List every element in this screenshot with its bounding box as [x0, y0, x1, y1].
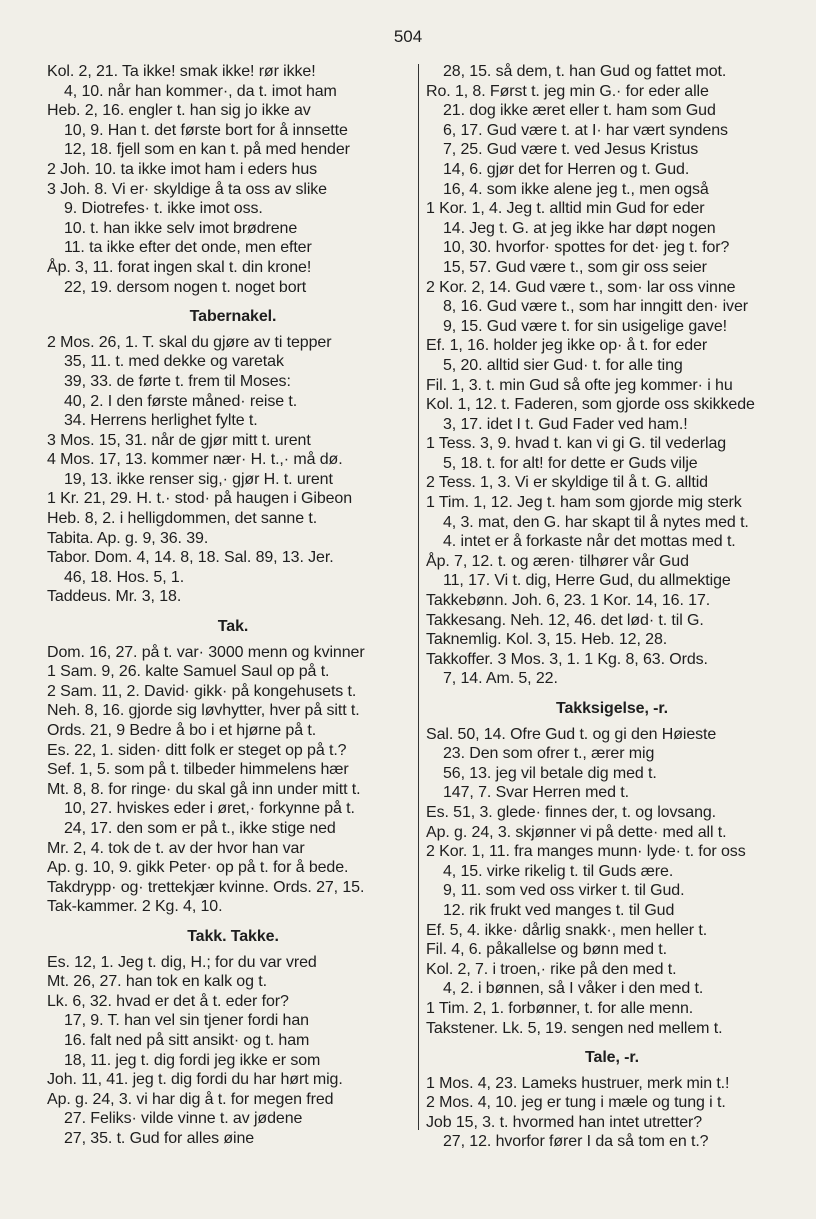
entry-line: 27, 12. hvorfor fører I da så tom en t.?	[443, 1133, 709, 1151]
entry-line: 7, 14. Am. 5, 22.	[443, 670, 558, 688]
entry-line: 16, 4. som ikke alene jeg t., men også	[443, 180, 709, 198]
entry-line: 2 Joh. 10. ta ikke imot ham i eders hus	[47, 160, 318, 178]
entry-line: Mt. 26, 27. han tok en kalk og t.	[47, 973, 267, 991]
entry-line: Tabita. Ap. g. 9, 36. 39.	[47, 529, 209, 547]
entry-line: 56, 13. jeg vil betale dig med t.	[443, 764, 657, 782]
page-number: 504	[393, 27, 423, 46]
entry-line: Takstener. Lk. 5, 19. sengen ned mellem t.	[426, 1019, 723, 1037]
entry-line: Job 15, 3. t. hvormed han intet utretter?	[426, 1113, 703, 1131]
entry-line: 3, 17. idet I t. Gud Fader ved ham.!	[443, 415, 688, 433]
entry-line: 27, 35. t. Gud for alles øine	[64, 1129, 255, 1147]
entry-line: 27. Feliks· vilde vinne t. av jødene	[64, 1110, 303, 1128]
entry-line: 12. rik frukt ved manges t. til Gud	[443, 901, 675, 919]
entry-line: 46, 18. Hos. 5, 1.	[64, 568, 185, 586]
entry-line: 10, 30. hvorfor· spottes for det· jeg t. for?	[443, 239, 730, 257]
entry-line: 2 Sam. 11, 2. David· gikk· på kongehusets t.	[47, 682, 357, 700]
entry-line: 2 Kor. 1, 11. fra manges munn· lyde· t. for oss	[426, 843, 746, 861]
entry-line: 40, 2. I den første måned· reise t.	[64, 392, 298, 410]
left-column	[47, 62, 419, 1148]
entry-line: 9. Diotrefes· t. ikke imot oss.	[64, 200, 263, 218]
entry-line: 19, 13. ikke renser sig,· gjør H. t. urent	[64, 470, 333, 488]
entry-line: 1 Tim. 1, 12. Jeg t. ham som gjorde mig sterk	[426, 494, 742, 512]
entry-line: Ap. g. 24, 3. skjønner vi på dette· med all t.	[426, 823, 727, 841]
entry-line: 1 Sam. 9, 26. kalte Samuel Saul op på t.	[47, 663, 330, 681]
entry-line: Taknemlig. Kol. 3, 15. Heb. 12, 28.	[426, 631, 668, 649]
entry-line: 4 Mos. 17, 13. kommer nær· H. t.,· må dø.	[47, 451, 343, 469]
entry-line: Takkesang. Neh. 12, 46. det lød· t. til G.	[426, 611, 704, 629]
entry-line: 3 Mos. 15, 31. når de gjør mitt t. urent	[47, 431, 311, 449]
entry-line: 4, 10. når han kommer·, da t. imot ham	[64, 82, 337, 100]
entry-line: Takkebønn. Joh. 6, 23. 1 Kor. 14, 16. 17.	[426, 592, 711, 610]
section-heading: Tabernakel.	[189, 308, 277, 326]
entry-line: 5, 18. t. for alt! for dette er Guds vilje	[443, 454, 698, 472]
entry-line: Sef. 1, 5. som på t. tilbeder himmelens hær	[47, 761, 349, 779]
entry-line: 28, 15. så dem, t. han Gud og fattet mot.	[443, 63, 727, 80]
entry-line: 2 Kor. 2, 14. Gud være t., som· lar oss vinne	[426, 278, 736, 296]
entry-line: Ef. 5, 4. ikke· dårlig snakk·, men heller t.	[426, 921, 708, 939]
entry-line: 5, 20. alltid sier Gud· t. for alle ting	[443, 356, 683, 374]
entry-line: Kol. 2, 21. Ta ikke! smak ikke! rør ikke!	[47, 63, 316, 80]
entry-line: Åp. 7, 12. t. og æren· tilhører vår Gud	[426, 552, 689, 570]
entry-line: Dom. 16, 27. på t. var· 3000 menn og kvinner	[47, 643, 365, 661]
entry-line: 35, 11. t. med dekke og varetak	[64, 353, 284, 371]
entry-line: Heb. 8, 2. i helligdommen, det sanne t.	[47, 510, 318, 528]
column-divider	[418, 64, 419, 1130]
entry-line: 17, 9. T. han vel sin tjener fordi han	[64, 1012, 309, 1030]
entry-line: Es. 51, 3. glede· finnes der, t. og lovsang.	[426, 803, 717, 821]
entry-line: Tabor. Dom. 4, 14. 8, 18. Sal. 89, 13. Jer.	[47, 549, 334, 567]
entry-line: Heb. 2, 16. engler t. han sig jo ikke av	[47, 102, 311, 120]
entry-line: 1 Mos. 4, 23. Lameks hustruer, merk min t.!	[426, 1074, 730, 1092]
entry-line: 1 Tim. 2, 1. forbønner, t. for alle menn.	[426, 999, 694, 1017]
entry-line: 21. dog ikke æret eller t. ham som Gud	[443, 102, 716, 120]
entry-line: 7, 25. Gud være t. ved Jesus Kristus	[443, 141, 699, 159]
entry-line: Tak-kammer. 2 Kg. 4, 10.	[47, 898, 223, 916]
entry-line: 1 Kor. 1, 4. Jeg t. alltid min Gud for eder	[426, 200, 705, 218]
entry-line: Ap. g. 24, 3. vi har dig å t. for megen fred	[47, 1090, 334, 1108]
entry-line: 6, 17. Gud være t. at I· har vært syndens	[443, 121, 728, 139]
entry-line: 11, 17. Vi t. dig, Herre Gud, du allmektige	[443, 572, 731, 590]
entry-line: Kol. 1, 12. t. Faderen, som gjorde oss skikkede	[426, 396, 755, 414]
entry-line: 14, 6. gjør det for Herren og t. Gud.	[443, 160, 690, 178]
entry-line: Neh. 8, 16. gjorde sig løvhytter, hver på sitt t.	[47, 702, 360, 720]
entry-line: Taddeus. Mr. 3, 18.	[47, 588, 182, 606]
entry-line: 1 Tess. 3, 9. hvad t. kan vi gi G. til vederlag	[426, 435, 727, 453]
entry-line: 12, 18. fjell som en kan t. på med hender	[64, 141, 350, 159]
entry-line: 39, 33. de førte t. frem til Moses:	[64, 372, 291, 390]
entry-line: Takdrypp· og· trettekjær kvinne. Ords. 27, 15.	[47, 878, 365, 896]
entry-line: 11. ta ikke efter det onde, men efter	[64, 239, 312, 257]
entry-line: 3 Joh. 8. Vi er· skyldige å ta oss av slike	[47, 180, 327, 198]
entry-line: Fil. 1, 3. t. min Gud så ofte jeg kommer· i hu	[426, 376, 733, 394]
entry-line: Fil. 4, 6. påkallelse og bønn med t.	[426, 941, 667, 959]
entry-line: Ef. 1, 16. holder jeg ikke op· å t. for eder	[426, 337, 708, 355]
entry-line: 24, 17. den som er på t., ikke stige ned	[64, 819, 336, 837]
right-column	[426, 62, 798, 1152]
entry-line: Ap. g. 10, 9. gikk Peter· op på t. for å bede.	[47, 859, 349, 877]
entry-line: Mt. 8, 8. for ringe· du skal gå inn under mitt t.	[47, 780, 361, 798]
entry-line: 4, 3. mat, den G. har skapt til å nytes med t.	[443, 513, 749, 531]
entry-line: 10, 9. Han t. det første bort for å innsette	[64, 121, 348, 139]
entry-line: 16. falt ned på sitt ansikt· og t. ham	[64, 1031, 310, 1049]
entry-line: 18, 11. jeg t. dig fordi jeg ikke er som	[64, 1051, 321, 1069]
entry-line: Lk. 6, 32. hvad er det å t. eder for?	[47, 992, 289, 1010]
entry-line: 34. Herrens herlighet fylte t.	[64, 412, 258, 430]
entry-line: 10, 27. hviskes eder i øret,· forkynne på t.	[64, 800, 355, 818]
entry-line: Es. 22, 1. siden· ditt folk er steget op på t.?	[47, 741, 347, 759]
section-heading: Tale, -r.	[585, 1049, 639, 1067]
entry-line: 9, 11. som ved oss virker t. til Gud.	[443, 882, 685, 900]
section-heading: Tak.	[217, 618, 249, 636]
entry-line: Joh. 11, 41. jeg t. dig fordi du har hørt mig.	[47, 1071, 343, 1089]
entry-line: Kol. 2, 7. i troen,· rike på den med t.	[426, 960, 677, 978]
entry-line: 1 Kr. 21, 29. H. t.· stod· på haugen i Gibeon	[47, 490, 353, 508]
entry-line: 14. Jeg t. G. at jeg ikke har døpt nogen	[443, 219, 716, 237]
entry-line: Takkoffer. 3 Mos. 3, 1. 1 Kg. 8, 63. Ords.	[426, 650, 708, 668]
entry-line: 10. t. han ikke selv imot brødrene	[64, 219, 298, 237]
entry-line: Es. 12, 1. Jeg t. dig, H.; for du var vred	[47, 953, 317, 971]
entry-line: 2 Mos. 4, 10. jeg er tung i mæle og tung i t.	[426, 1094, 726, 1112]
entry-line: Mr. 2, 4. tok de t. av der hvor han var	[47, 839, 305, 857]
entry-line: 4. intet er å forkaste når det mottas med t.	[443, 533, 736, 551]
entry-line: 9, 15. Gud være t. for sin usigelige gave!	[443, 317, 727, 335]
section-heading: Takksigelse, -r.	[556, 700, 668, 717]
entry-line: 2 Mos. 26, 1. T. skal du gjøre av ti tepper	[47, 333, 332, 351]
entry-line: Ro. 1, 8. Først t. jeg min G.· for eder alle	[426, 82, 709, 100]
section-heading: Takk. Takke.	[187, 927, 279, 945]
entry-line: 4, 2. i bønnen, så I våker i den med t.	[443, 980, 704, 998]
entry-line: 147, 7. Svar Herren med t.	[443, 784, 629, 802]
entry-line: 15, 57. Gud være t., som gir oss seier	[443, 258, 707, 276]
entry-line: Åp. 3, 11. forat ingen skal t. din krone!	[47, 258, 312, 276]
entry-line: 2 Tess. 1, 3. Vi er skyldige til å t. G. alltid	[426, 474, 708, 492]
entry-line: 22, 19. dersom nogen t. noget bort	[64, 278, 307, 296]
entry-line: 4, 15. virke rikelig t. til Guds ære.	[443, 862, 674, 880]
entry-line: Sal. 50, 14. Ofre Gud t. og gi den Høieste	[426, 725, 717, 743]
entry-line: 23. Den som ofrer t., ærer mig	[443, 745, 655, 763]
entry-line: Ords. 21, 9 Bedre å bo i et hjørne på t.	[47, 722, 317, 739]
entry-line: 8, 16. Gud være t., som har inngitt den· iver	[443, 298, 748, 316]
